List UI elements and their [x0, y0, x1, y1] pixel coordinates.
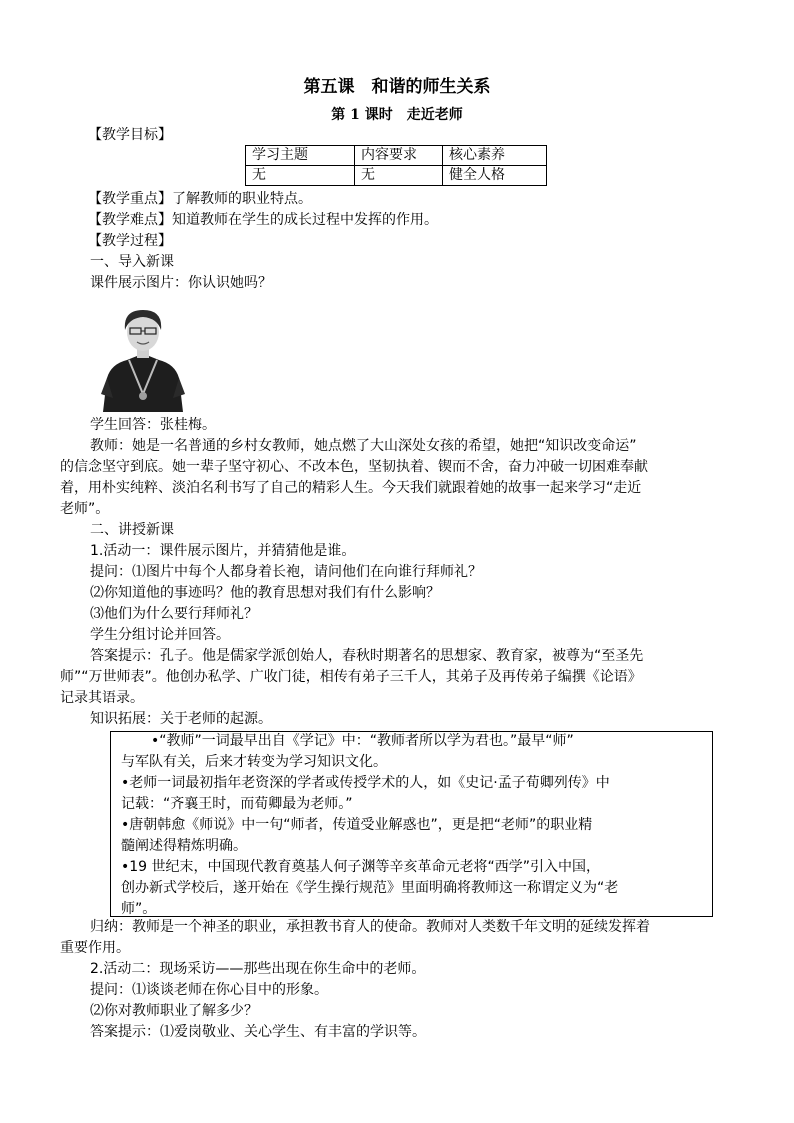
teacher-text-line: 的信念坚守到底。她一辈子坚守初心、不改本色，坚韧执着、锲而不舍，奋力冲破一切困难奉献 — [60, 459, 648, 475]
answer-line: 师”“万世师表”。他创办私学、广收门徒，相传有弟子三千人，其弟子及再传弟子编撰《论语》 — [60, 669, 642, 685]
lesson-title: 第五课 和谐的师生关系 — [303, 77, 491, 97]
knowledge-extension: 知识拓展：关于老师的起源。 — [90, 711, 272, 727]
question-5: ⑵你对教师职业了解多少？ — [90, 1003, 258, 1019]
key-point: 【教学重点】了解教师的职业特点。 — [88, 191, 312, 207]
box-line: •19 世纪末，中国现代教育奠基人何子渊等辛亥革命元老将“西学”引入中国， — [121, 859, 601, 875]
box-line: •唐朝韩愈《师说》中一句“师者，传道受业解惑也”，更是把“老师”的职业精 — [121, 817, 593, 833]
section2-heading: 二、讲授新课 — [90, 522, 174, 538]
table-header-cell: 学习主题 — [246, 146, 355, 166]
answer-2: 答案提示：⑴爱岗敬业、关心学生、有丰富的学识等。 — [90, 1024, 426, 1040]
box-line: 髓阐述得精炼明确。 — [121, 838, 247, 854]
teacher-photo — [93, 298, 193, 412]
answer-line: 答案提示：孔子。他是儒家学派创始人，春秋时期著名的思想家、教育家，被尊为“至圣先 — [90, 648, 644, 664]
question-3: ⑶他们为什么要行拜师礼？ — [90, 606, 258, 622]
process-heading: 【教学过程】 — [88, 233, 172, 249]
question-2: ⑵你知道他的事迹吗？他的教育思想对我们有什么影响？ — [90, 585, 440, 601]
box-line: •“教师”一词最早出自《学记》中：“教师者所以学为君也。”最早“师” — [151, 733, 574, 749]
table-row — [246, 166, 547, 186]
student-answer: 学生回答：张桂梅。 — [90, 417, 216, 433]
box-line: 师”。 — [121, 901, 157, 917]
table-header-cell: 核心素养 — [443, 146, 547, 166]
question-4: 提问：⑴谈谈老师在你心目中的形象。 — [90, 982, 328, 998]
activity2: 2.活动二：现场采访——那些出现在你生命中的老师。 — [90, 961, 426, 977]
box-line: 记载：“齐襄王时，而荀卿最为老师。” — [121, 796, 353, 812]
teacher-text-line: 教师：她是一名普通的乡村女教师，她点燃了大山深处女孩的希望，她把“知识改变命运” — [90, 438, 637, 454]
activity1: 1.活动一：课件展示图片，并猜猜他是谁。 — [90, 543, 356, 559]
box-line: •老师一词最初指年老资深的学者或传授学术的人，如《史记·孟子荀卿列传》中 — [121, 775, 610, 791]
knowledge-box — [110, 731, 713, 917]
lesson-subtitle: 第 1 课时 走近老师 — [331, 107, 463, 123]
teacher-text-line: 着，用朴实纯粹、淡泊名利书写了自己的精彩人生。今天我们就跟着她的故事一起来学习“走近 — [60, 480, 642, 496]
box-line: 与军队有关，后来才转变为学习知识文化。 — [121, 754, 387, 770]
section1-prompt: 课件展示图片：你认识她吗？ — [90, 275, 272, 291]
question-1: 提问：⑴图片中每个人都身着长袍，请问他们在向谁行拜师礼？ — [90, 564, 482, 580]
answer-line: 记录其语录。 — [60, 690, 144, 706]
table-header-cell: 内容要求 — [355, 146, 443, 166]
section1-heading: 一、导入新课 — [90, 254, 174, 270]
summary-line: 归纳：教师是一个神圣的职业，承担教书育人的使命。教师对人类数千年文明的延续发挥着 — [90, 919, 650, 935]
table-header-row — [246, 146, 547, 166]
box-line: 创办新式学校后，遂开始在《学生操行规范》里面明确将教师这一称谓定义为“老 — [121, 880, 619, 896]
summary-line: 重要作用。 — [60, 940, 130, 956]
table-cell: 无 — [246, 166, 355, 186]
difficult-point: 【教学难点】知道教师在学生的成长过程中发挥的作用。 — [88, 212, 438, 228]
goals-table — [245, 145, 547, 186]
discussion-note: 学生分组讨论并回答。 — [90, 627, 230, 643]
table-cell: 健全人格 — [443, 166, 547, 186]
objectives-heading: 【教学目标】 — [88, 127, 172, 143]
table-cell: 无 — [355, 166, 443, 186]
teacher-text-line: 老师”。 — [60, 501, 110, 517]
